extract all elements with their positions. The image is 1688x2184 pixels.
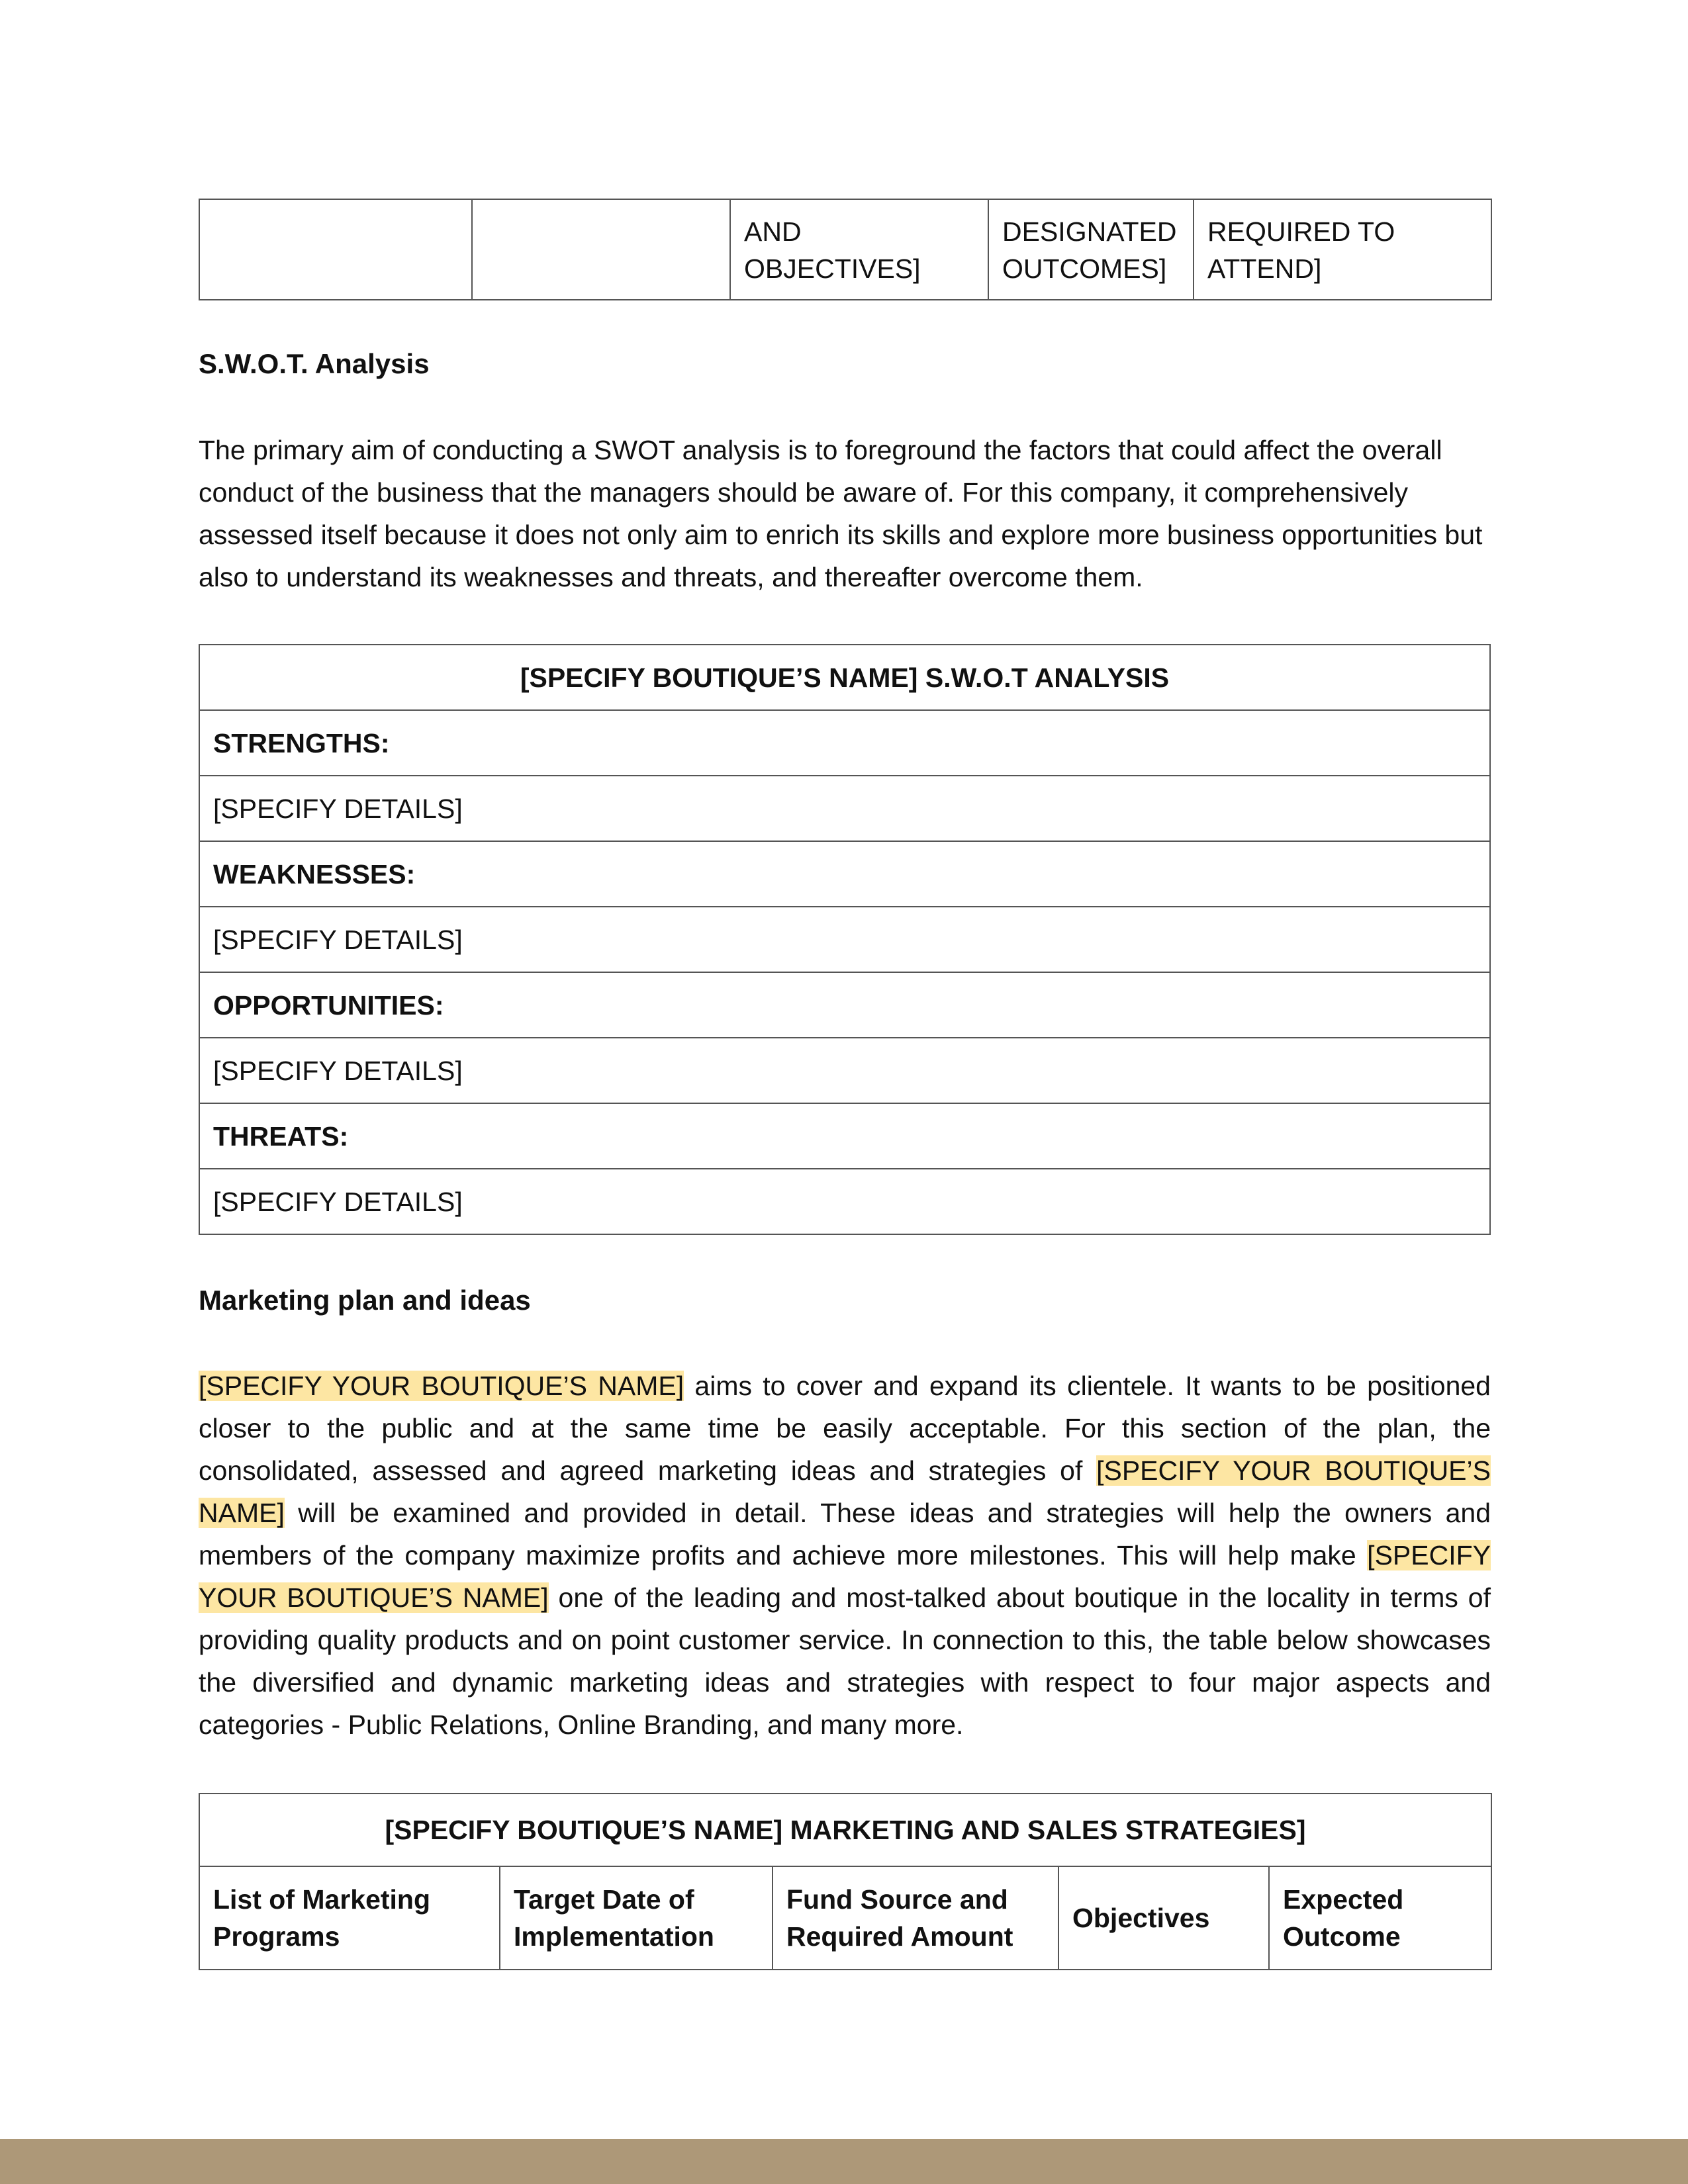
table-row [199, 645, 1490, 710]
paragraph-text: aims to cover and expand its clientele. It wants to be positioned closer to the public and at the same time be easily acceptable. For this section of the plan, the consolidated, assessed and agreed marketing ideas and strategies of [199, 1371, 1491, 1486]
swot-paragraph: The primary aim of conducting a SWOT analysis is to foreground the factors that could affect the overall conduct of the business that the managers should be aware of. For this company, it comprehensively assessed itself because it does not only aim to enrich its skills and explore more business opportunities but also to understand its weaknesses and threats, and thereafter overcome them. [199, 435, 1483, 592]
marketing-heading: Marketing plan and ideas [199, 1285, 531, 1316]
swot-threats-label: THREATS: [199, 1103, 1490, 1169]
swot-threats-details: [SPECIFY DETAILS] [199, 1169, 1490, 1234]
continued-schedule-table [199, 199, 1492, 300]
swot-strengths-details: [SPECIFY DETAILS] [199, 776, 1490, 841]
table-row [199, 199, 1491, 300]
table-cell: REQUIRED TO ATTEND] [1194, 199, 1491, 300]
swot-weaknesses-details: [SPECIFY DETAILS] [199, 907, 1490, 972]
column-header-marketing-programs: List of Marketing Programs [199, 1866, 500, 1970]
table-cell [199, 199, 472, 300]
table-cell: DESIGNATED OUTCOMES] [988, 199, 1194, 300]
table-row [199, 841, 1490, 907]
swot-strengths-label: STRENGTHS: [199, 710, 1490, 776]
swot-table-title: [SPECIFY BOUTIQUE’S NAME] S.W.O.T ANALYSIS [199, 645, 1490, 710]
paragraph-text: one of the leading and most-talked about boutique in the locality in terms of providing quality products and on point customer service. In connection to this, the table below showcases the diversified and dynamic marketing ideas and strategies with respect to four major aspects and categories - Public Relations, Online Branding, and many more. [199, 1582, 1491, 1740]
boutique-name-placeholder: [SPECIFY YOUR BOUTIQUE’S NAME] [199, 1371, 684, 1401]
table-row [199, 907, 1490, 972]
boutique-name-placeholder: [SPECIFY YOUR BOUTIQUE’S NAME] [199, 1540, 1491, 1613]
footer-bar [0, 2139, 1688, 2184]
table-cell [472, 199, 730, 300]
swot-opportunities-details: [SPECIFY DETAILS] [199, 1038, 1490, 1103]
column-header-fund-source: Fund Source and Required Amount [773, 1866, 1058, 1970]
swot-table [199, 644, 1491, 1235]
column-header-objectives: Objectives [1058, 1866, 1269, 1970]
table-row [199, 1038, 1490, 1103]
table-row [199, 1103, 1490, 1169]
table-row [199, 710, 1490, 776]
table-row [199, 972, 1490, 1038]
swot-weaknesses-label: WEAKNESSES: [199, 841, 1490, 907]
table-cell: AND OBJECTIVES] [730, 199, 988, 300]
paragraph-text: will be examined and provided in detail. These ideas and strategies will help the owners and members of the company maximize profits and achieve more milestones. This will help make [199, 1498, 1491, 1570]
swot-heading: S.W.O.T. Analysis [199, 348, 430, 379]
marketing-paragraph [199, 1365, 1491, 1746]
column-header-target-date: Target Date of Implementation [500, 1866, 773, 1970]
marketing-strategies-table [199, 1793, 1492, 1970]
swot-opportunities-label: OPPORTUNITIES: [199, 972, 1490, 1038]
table-row [199, 1794, 1491, 1866]
boutique-name-placeholder: [SPECIFY YOUR BOUTIQUE’S NAME] [199, 1455, 1491, 1528]
table-header-row [199, 1866, 1491, 1970]
table-row [199, 776, 1490, 841]
table-row [199, 1169, 1490, 1234]
column-header-expected-outcome: Expected Outcome [1269, 1866, 1491, 1970]
marketing-table-title: [SPECIFY BOUTIQUE’S NAME] MARKETING AND SALES STRATEGIES] [199, 1794, 1491, 1866]
